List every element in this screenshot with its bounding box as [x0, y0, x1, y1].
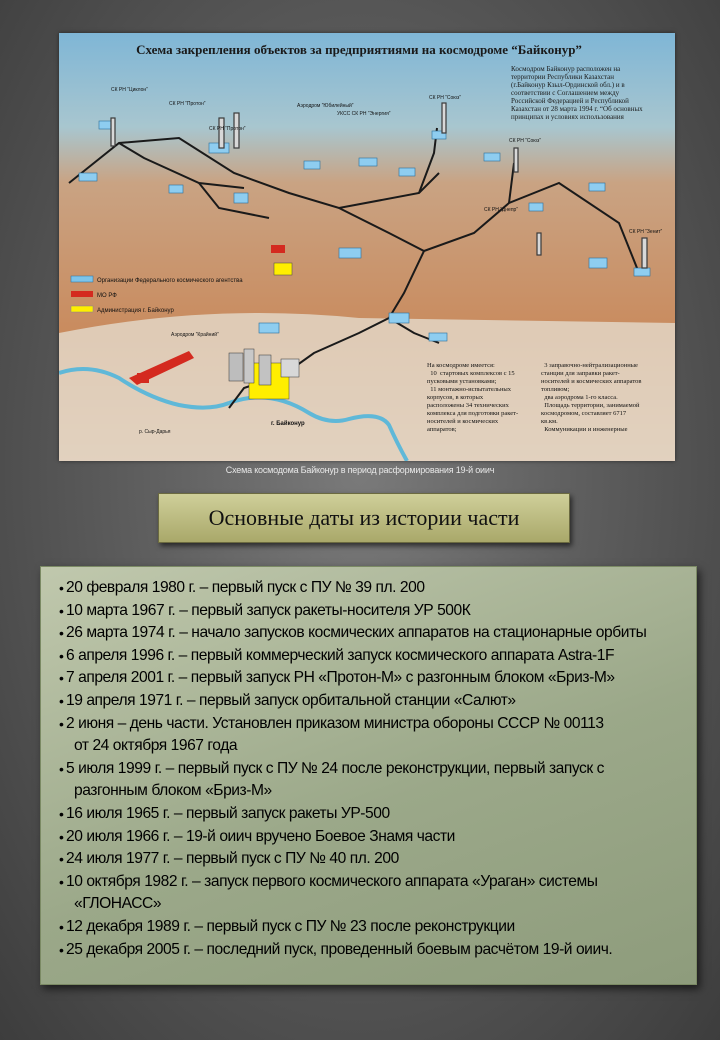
site-label: СК РН “Зенит”	[629, 229, 663, 235]
intro-line: принципах и условиях использования	[511, 113, 624, 121]
date-item	[60, 803, 696, 826]
info-line: 3 заправочно-нейтрализационные	[541, 362, 638, 369]
info-line: На космодроме имеется:	[427, 362, 495, 369]
dates-list	[41, 567, 696, 961]
date-item	[60, 690, 696, 713]
date-text: 5 июля 1999 г. – первый пуск с ПУ № 24 после реконструкции, первый запуск с	[66, 759, 605, 777]
legend-label: Организации Федерального космического агентства	[97, 278, 243, 284]
site-label: Аэродром “Юбилейный”	[297, 103, 354, 109]
date-item	[60, 600, 696, 623]
date-text: 25 декабря 2005 г. – последний пуск, проведенный боевым расчётом 19-й оиич.	[66, 940, 613, 958]
info-line: космодромом, составляет 6717	[541, 410, 627, 417]
legend-swatch	[71, 276, 93, 282]
date-item	[60, 939, 696, 962]
date-text: 20 февраля 1980 г. – первый пуск с ПУ № 39 пл. 200	[66, 579, 425, 596]
site-label: СК РН “Циклон”	[111, 87, 148, 93]
info-line: расположены 34 технических	[427, 402, 509, 409]
date-text: 26 марта 1974 г. – начало запусков космических аппаратов на стационарные орбиты	[66, 624, 647, 642]
intro-line: Космодром Байконур расположен на	[511, 65, 621, 73]
date-text: 7 апреля 2001 г. – первый запуск РН «Протон-М» с разгонным блоком «Бриз-М»	[66, 669, 615, 687]
site-label: СК РН “Протон”	[209, 126, 246, 132]
date-text-continued: «ГЛОНАСС»	[74, 895, 162, 913]
date-text: 19 апреля 1971 г. – первый запуск орбитальной станции «Салют»	[66, 691, 516, 709]
date-item	[60, 758, 696, 803]
date-text: 10 октября 1982 г. – запуск первого космического аппарата «Ураган» системы	[66, 872, 598, 890]
legend-swatch	[71, 306, 93, 312]
history-title: Основные даты из истории части	[158, 493, 570, 543]
info-line: аппаратов;	[427, 426, 457, 433]
date-item	[60, 916, 696, 939]
date-text: 16 июля 1965 г. – первый запуск ракеты УР-500	[66, 804, 390, 822]
site-label: Аэродром “Крайний”	[171, 332, 219, 338]
legend-swatch	[71, 291, 93, 297]
info-line: корпусов, в которых	[427, 394, 484, 401]
legend-label: Администрация г. Байконур	[97, 308, 174, 314]
date-text: 6 апреля 1996 г. – первый коммерческий запуск космического аппарата Astra-1F	[66, 646, 615, 664]
intro-line: Казахстан от 28 марта 1994 г. “Об основных	[511, 105, 643, 113]
dates-panel	[40, 566, 697, 985]
date-item	[60, 713, 696, 758]
map-caption: Схема космодома Байконур в период расформирования 19-й оиич	[225, 465, 495, 475]
site-label: г. Байконур	[271, 421, 305, 427]
date-item	[60, 826, 696, 849]
info-line: два аэродрома 1-го класса.	[541, 394, 618, 401]
date-item	[60, 667, 696, 690]
site-label: СК РН “Протон”	[169, 101, 206, 107]
site-label: СК РН “Союз”	[429, 95, 462, 101]
info-line: станции для заправки ракет-	[541, 370, 620, 377]
site-label: УКСС СК РН “Энергия”	[337, 111, 391, 117]
date-text: 2 июня – день части. Установлен приказом министра обороны СССР № 00113	[66, 714, 604, 732]
intro-line: (г.Байконур Кзыл-Ординской обл.) и в	[511, 81, 625, 89]
info-line: топливом;	[541, 386, 570, 393]
date-item	[60, 622, 696, 645]
date-item	[60, 645, 696, 668]
site-label: СК РН “Днепр”	[484, 207, 518, 213]
info-line: пусковыми установками;	[427, 378, 497, 385]
info-line: Площадь территории, занимаемой	[541, 402, 640, 409]
site-label: СК РН “Союз”	[509, 138, 542, 144]
date-text-continued: от 24 октября 1967 года	[74, 737, 238, 755]
legend-label: МО РФ	[97, 293, 117, 299]
intro-line: Российской Федерацией и Республикой	[511, 97, 629, 105]
site-label: р. Сыр-Дарья	[139, 429, 171, 435]
info-line: кв.км.	[541, 418, 558, 425]
info-line: носителей и космических аппаратов	[541, 378, 642, 385]
map-title: Схема закрепления объектов за предприятиями на космодроме “Байконур”	[136, 42, 582, 57]
info-line: Коммуникации и инженерные	[541, 426, 628, 433]
date-text: 12 декабря 1989 г. – первый пуск с ПУ № 23 после реконструкции	[66, 917, 515, 935]
intro-line: соответствии с Соглашением между	[511, 89, 620, 97]
date-item	[60, 848, 696, 871]
info-line: 10 стартовых комплексов с 15	[427, 370, 515, 377]
date-text: 10 марта 1967 г. – первый запуск ракеты-носителя УР 500К	[66, 601, 471, 619]
info-line: 11 монтажно-испытательных	[427, 386, 512, 393]
info-line: комплекса для подготовки ракет-	[427, 410, 519, 417]
date-item	[60, 577, 696, 600]
date-item	[60, 871, 696, 916]
info-line: носителей и космических	[427, 418, 499, 425]
cosmodrome-map	[59, 33, 675, 461]
date-text-continued: разгонным блоком «Бриз-М»	[74, 782, 272, 800]
date-text: 24 июля 1977 г. – первый пуск с ПУ № 40 пл. 200	[66, 850, 399, 868]
intro-line: территории Республики Казахстан	[511, 73, 614, 81]
map-lowland	[59, 313, 675, 461]
date-text: 20 июля 1966 г. – 19-й оиич вручено Боевое Знамя части	[66, 827, 455, 845]
